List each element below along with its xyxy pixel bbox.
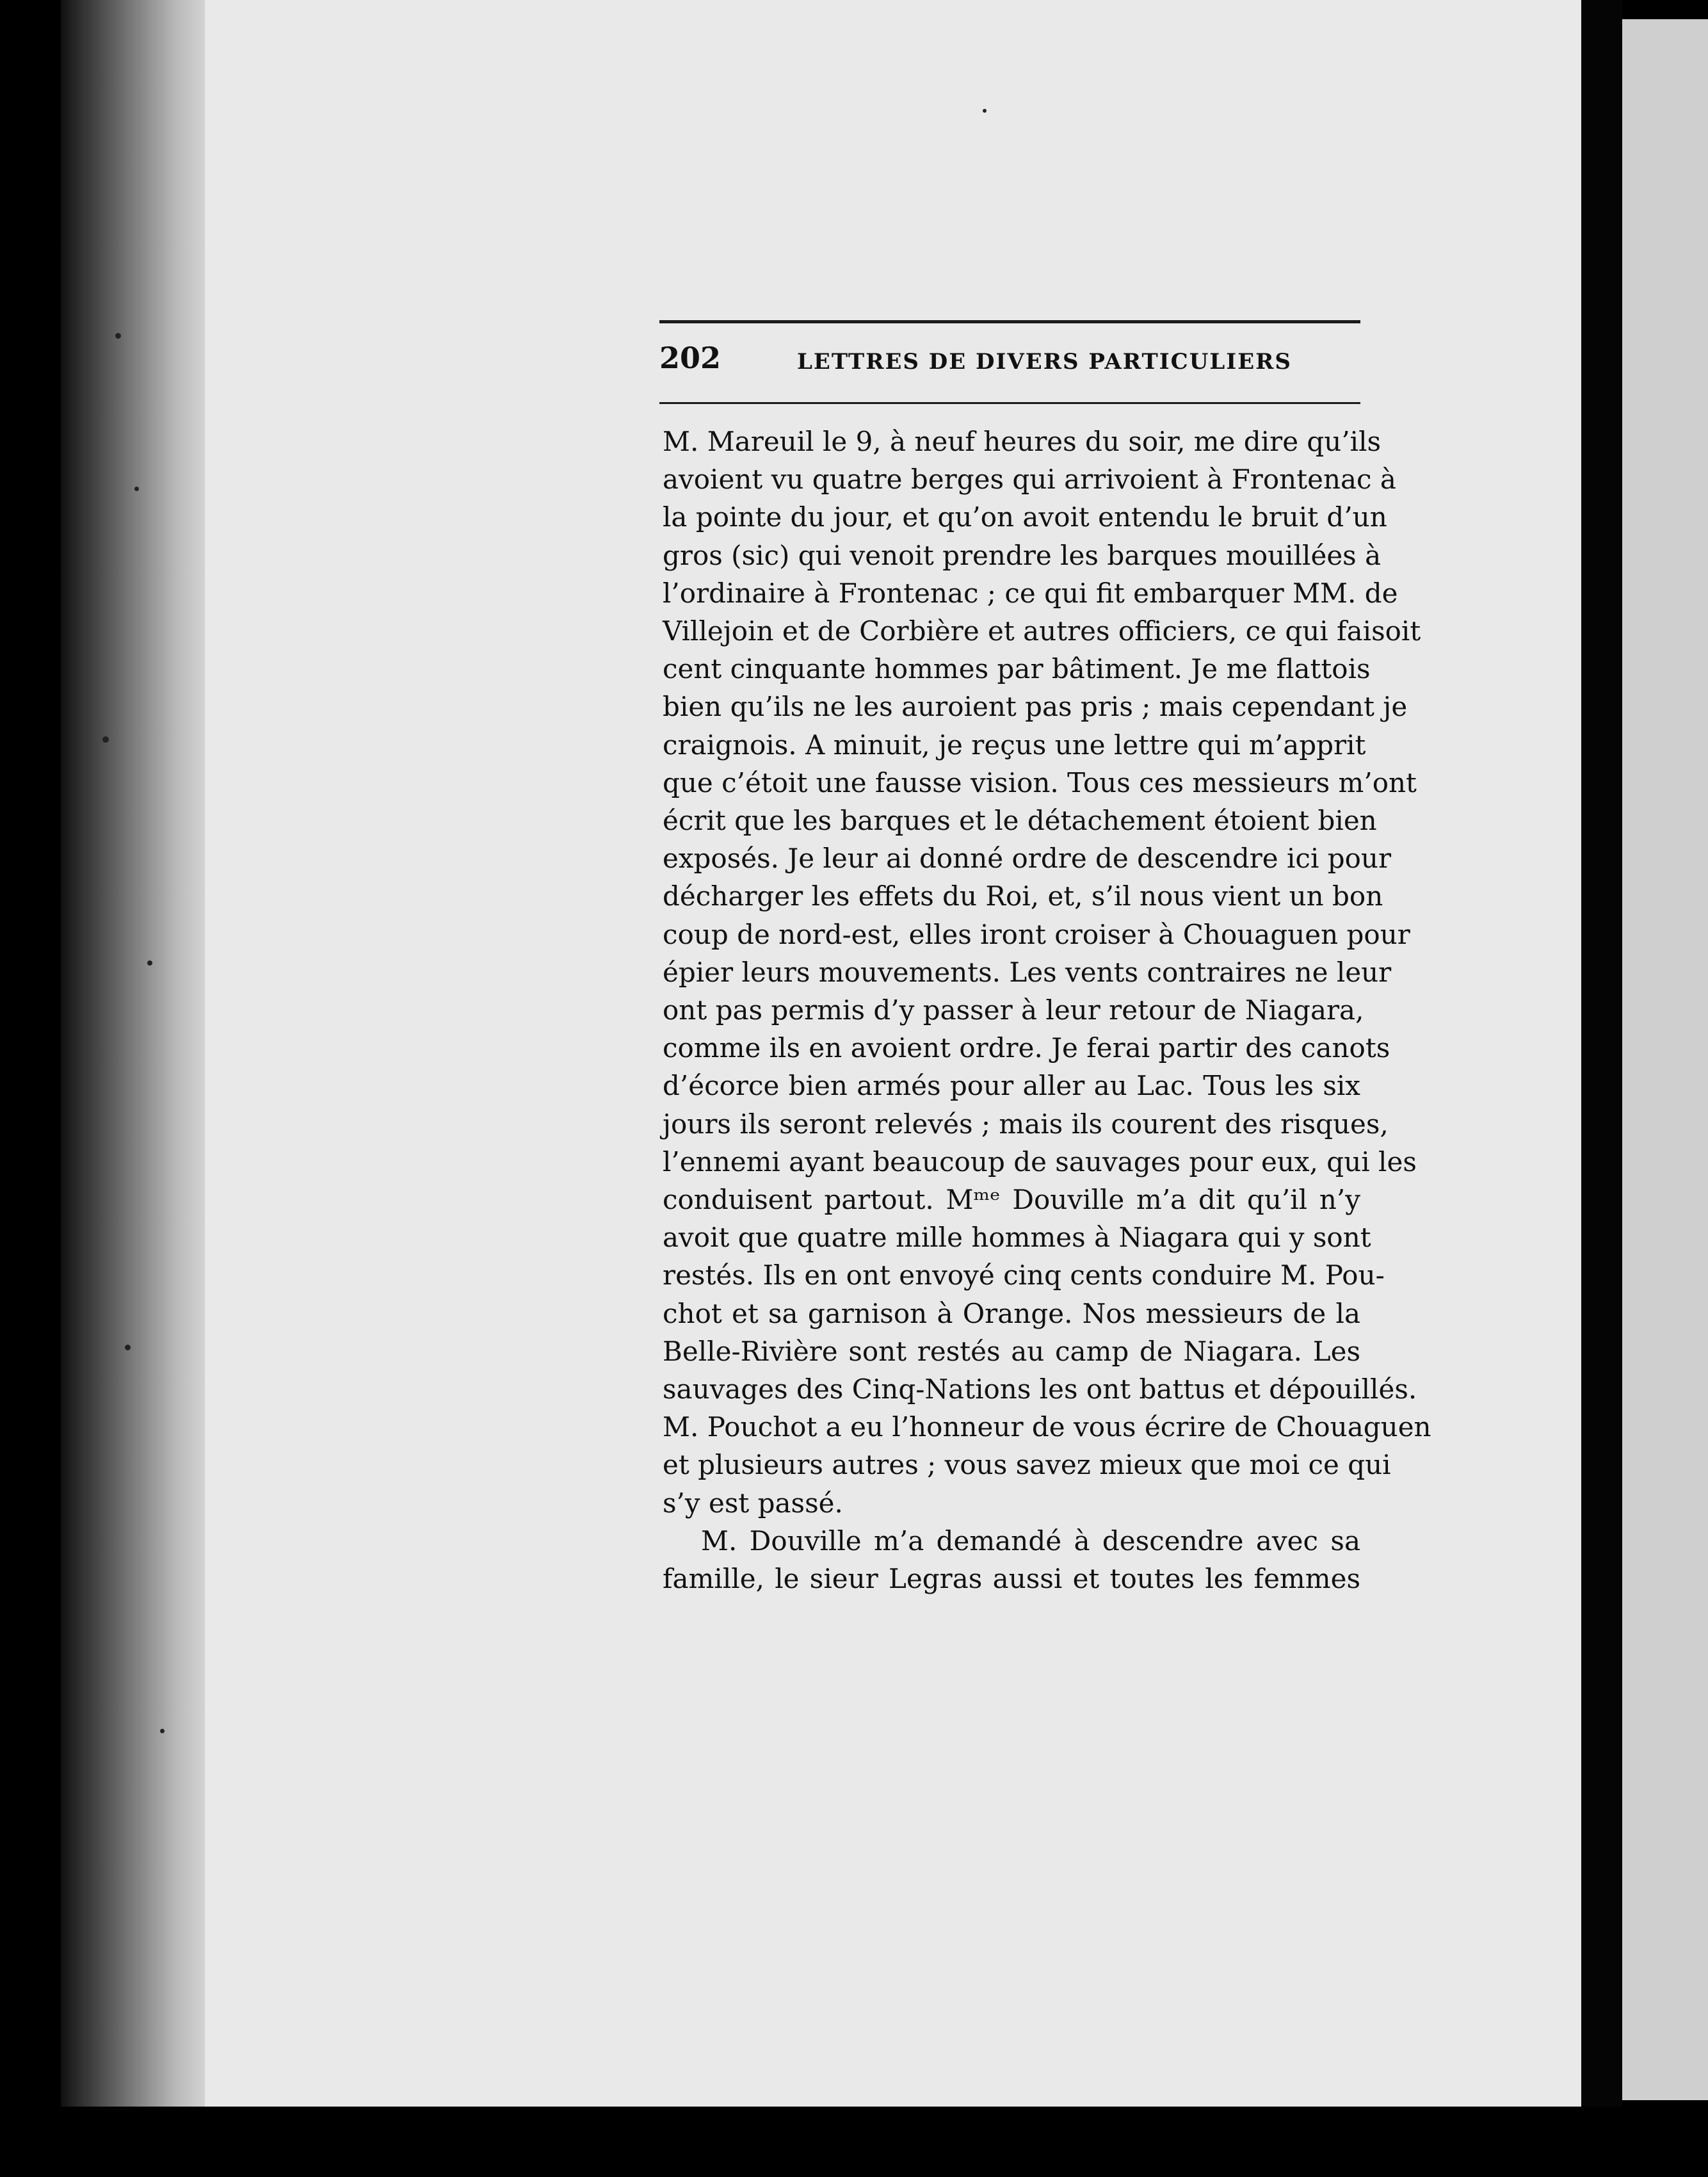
text-line: gros (sic) qui venoit prendre les barques mouillées à <box>663 539 1382 571</box>
scan-border <box>0 2107 1708 2177</box>
book-spine-shadow <box>61 0 214 2107</box>
paper-speck <box>102 736 109 743</box>
text-line: d’écorce bien armés pour aller au Lac. Tous les six <box>663 1070 1360 1102</box>
header-top-rule <box>659 320 1360 323</box>
adjacent-page-edge <box>1622 19 1708 2100</box>
text-line: sauvages des Cinq-Nations les ont battus et dépouillés. <box>663 1373 1417 1405</box>
text-line: M. Mareuil le 9, à neuf heures du soir, me dire qu’ils <box>663 426 1382 457</box>
text-line: M. Douville m’a demandé à descendre avec sa <box>701 1525 1360 1557</box>
paper-speck <box>160 1729 165 1733</box>
text-line: avoient vu quatre berges qui arrivoient à Frontenac à <box>663 464 1396 496</box>
text-line: que c’étoit une fausse vision. Tous ces messieurs m’ont <box>663 766 1417 798</box>
text-line: la pointe du jour, et qu’on avoit entendu le bruit d’un <box>663 501 1387 533</box>
page-number: 202 <box>659 341 721 375</box>
text-line: comme ils en avoient ordre. Je ferai partir des canots <box>663 1032 1390 1064</box>
paper-speck <box>983 109 987 113</box>
text-line: avoit que quatre mille hommes à Niagara qui y sont <box>663 1222 1371 1254</box>
paper-speck <box>134 487 139 491</box>
text-line: Villejoin et de Corbière et autres officiers, ce qui faisoit <box>663 615 1421 647</box>
body-text <box>663 423 1431 1598</box>
text-line: épier leurs mouvements. Les vents contraires ne leur <box>663 956 1392 988</box>
text-line: cent cinquante hommes par bâtiment. Je me flattois <box>663 653 1371 685</box>
text-line: ont pas permis d’y passer à leur retour de Niagara, <box>663 994 1364 1026</box>
header-bottom-rule <box>659 402 1360 404</box>
text-line: conduisent partout. Mᵐᵉ Douville m’a dit qu’il n’y <box>663 1184 1360 1216</box>
paper-speck <box>147 960 152 966</box>
text-line: restés. Ils en ont envoyé cinq cents conduire M. Pou- <box>663 1259 1385 1291</box>
running-title: LETTRES DE DIVERS PARTICULIERS <box>797 349 1292 375</box>
text-line: famille, le sieur Legras aussi et toutes les femmes <box>663 1563 1360 1595</box>
text-line: M. Pouchot a eu l’honneur de vous écrire de Chouaguen <box>663 1411 1431 1443</box>
text-line: décharger les effets du Roi, et, s’il nous vient un bon <box>663 880 1383 912</box>
paper-speck <box>125 1345 131 1350</box>
text-line: jours ils seront relevés ; mais ils courent des risques, <box>663 1108 1389 1140</box>
text-line: s’y est passé. <box>663 1487 843 1519</box>
text-line: écrit que les barques et le détachement étoient bien <box>663 805 1377 837</box>
text-line: bien qu’ils ne les auroient pas pris ; mais cependant je <box>663 691 1408 723</box>
text-line: Belle-Rivière sont restés au camp de Niagara. Les <box>663 1335 1360 1367</box>
text-line: chot et sa garnison à Orange. Nos messieurs de la <box>663 1297 1360 1329</box>
text-line: craignois. A minuit, je reçus une lettre qui m’apprit <box>663 729 1366 761</box>
text-line: l’ordinaire à Frontenac ; ce qui fit embarquer MM. de <box>663 577 1398 609</box>
page-edge-shadow <box>1581 0 1622 2107</box>
text-line: coup de nord-est, elles iront croiser à Chouaguen pour <box>663 918 1410 950</box>
text-line: l’ennemi ayant beaucoup de sauvages pour eux, qui les <box>663 1145 1417 1178</box>
paper-speck <box>115 333 121 339</box>
text-line: exposés. Je leur ai donné ordre de descendre ici pour <box>663 843 1392 875</box>
text-line: et plusieurs autres ; vous savez mieux que moi ce qui <box>663 1449 1391 1481</box>
